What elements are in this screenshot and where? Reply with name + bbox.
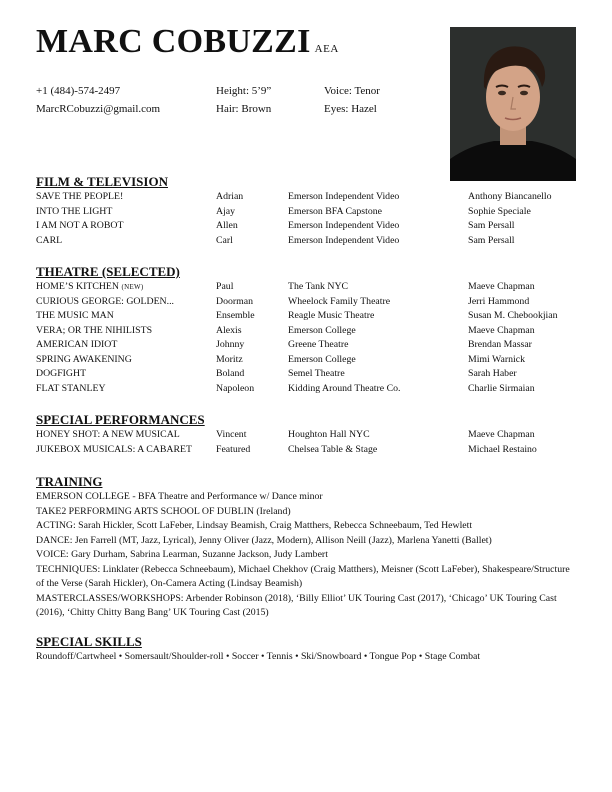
credit-role: Doorman	[216, 295, 254, 307]
credit-venue: Kidding Around Theatre Co.	[288, 382, 401, 394]
credit-role: Vincent	[216, 429, 247, 440]
credit-row	[36, 367, 576, 382]
credit-title: VERA; OR THE NIHILISTS	[36, 324, 153, 336]
credit-row	[36, 234, 576, 249]
credit-role: Carl	[216, 234, 233, 246]
credit-venue: Emerson Independent Video	[288, 234, 400, 246]
credit-title: CARL	[36, 234, 63, 246]
credit-venue: Greene Theatre	[288, 339, 349, 350]
training-line: MASTERCLASSES/WORKSHOPS: Arbender Robinson (2018), ‘Billy Elliot’ UK Touring Cast (2017), ‘Chicago’ UK Touring Cast (2016), ‘Chitty Chitty Bang Bang’ UK Touring Cast (2015)	[36, 592, 557, 618]
credit-row	[36, 205, 576, 220]
training-line: DANCE: Jen Farrell (MT, Jazz, Lyrical), Jenny Oliver (Jazz, Modern), Allison Neill (Jazz), Marlena Yanetti (Ballet)	[36, 534, 492, 546]
headshot-photo	[450, 27, 576, 181]
credit-row	[36, 295, 576, 310]
section-heading: SPECIAL PERFORMANCES	[36, 412, 205, 427]
physical-stats	[216, 82, 271, 118]
credit-director: Jerri Hammond	[468, 295, 530, 307]
section-heading: TRAINING	[36, 474, 103, 489]
credit-director: Brendan Massar	[468, 339, 532, 350]
theatre-section	[36, 264, 576, 396]
credit-director: Anthony Biancanello	[468, 191, 552, 202]
credit-director: Maeve Chapman	[468, 281, 535, 292]
credit-director: Mimi Warnick	[468, 353, 525, 365]
credit-row	[36, 443, 576, 458]
credit-venue: Houghton Hall NYC	[288, 429, 370, 440]
credit-title: THE MUSIC MAN	[36, 310, 114, 321]
credit-title: INTO THE LIGHT	[36, 205, 113, 217]
contact-info	[36, 82, 160, 118]
credit-row	[36, 353, 576, 368]
new-tag: (NEW)	[121, 283, 144, 291]
credit-venue: Emerson College	[288, 353, 356, 365]
credit-venue: Wheelock Family Theatre	[288, 295, 391, 307]
credit-title: FLAT STANLEY	[36, 382, 106, 394]
training-line: TECHNIQUES: Linklater (Rebecca Schneebaum), Michael Chekhov (Craig Matthers), Meisner (Scott LaFeber), Shakespeare/Structure of the Verse (Sarah Hickler), On-Camera Acting (Lindsay Beamish)	[36, 563, 570, 589]
credit-title: AMERICAN IDIOT	[36, 339, 118, 350]
credit-director: Michael Restaino	[468, 443, 537, 455]
credit-title: JUKEBOX MUSICALS: A CABARET	[36, 443, 192, 455]
credit-role: Ensemble	[216, 310, 255, 321]
union-label: AEA	[314, 43, 339, 55]
credit-row	[36, 309, 576, 324]
credit-role: Johnny	[216, 339, 245, 350]
credit-role: Ajay	[216, 205, 236, 217]
credit-role: Napoleon	[216, 382, 255, 394]
credit-venue: Reagle Music Theatre	[288, 310, 375, 321]
credit-venue: Chelsea Table & Stage	[288, 443, 378, 455]
credit-director: Sophie Speciale	[468, 205, 531, 217]
credit-role: Featured	[216, 443, 251, 455]
credit-director: Susan M. Chebookjian	[468, 310, 558, 321]
eyes-stat: Eyes: Hazel	[324, 103, 377, 115]
credit-row	[36, 280, 576, 295]
actor-name-text: MARC COBUZZI	[36, 23, 311, 60]
credit-role: Adrian	[216, 191, 244, 202]
credit-row	[36, 382, 576, 397]
training-section	[36, 474, 576, 621]
credit-role: Alexis	[216, 324, 242, 336]
credit-title: CURIOUS GEORGE: GOLDEN...	[36, 295, 174, 307]
credit-venue: Emerson Independent Video	[288, 220, 400, 231]
actor-name	[36, 22, 339, 69]
voice-stat: Voice: Tenor	[324, 85, 380, 97]
skills-list: Roundoff/Cartwheel • Somersault/Shoulder-roll • Soccer • Tennis • Ski/Snowboard • Tongue Pop • Stage Combat	[36, 651, 481, 662]
credit-title: SPRING AWAKENING	[36, 353, 132, 365]
credit-title: HONEY SHOT: A NEW MUSICAL	[36, 429, 180, 440]
credit-title: DOGFIGHT	[36, 368, 87, 379]
credit-venue: Emerson College	[288, 324, 356, 336]
credit-director: Maeve Chapman	[468, 429, 535, 440]
credit-role: Allen	[216, 220, 238, 231]
special-skills-section	[36, 634, 576, 665]
credit-role: Boland	[216, 368, 245, 379]
credit-venue: Semel Theatre	[288, 368, 345, 379]
training-line: EMERSON COLLEGE - BFA Theatre and Performance w/ Dance minor	[36, 491, 323, 502]
credit-director: Sarah Haber	[468, 368, 517, 379]
email-address: MarcRCobuzzi@gmail.com	[36, 103, 161, 115]
credit-director: Charlie Sirmaian	[468, 382, 535, 394]
training-line: VOICE: Gary Durham, Sabrina Learman, Suzanne Jackson, Judy Lambert	[36, 549, 328, 560]
section-heading: FILM & TELEVISION	[36, 174, 168, 189]
height-stat: Height: 5’9”	[216, 85, 272, 97]
credit-row	[36, 324, 576, 339]
credit-director: Sam Persall	[468, 220, 515, 231]
voice-eyes-stats	[324, 82, 380, 118]
credit-title-text: HOME’S KITCHEN	[36, 281, 119, 292]
section-heading: THEATRE (SELECTED)	[36, 264, 180, 279]
credit-row	[36, 190, 576, 205]
credit-row	[36, 219, 576, 234]
credit-title: SAVE THE PEOPLE!	[36, 191, 124, 202]
phone-number: +1 (484)-574-2497	[36, 85, 121, 97]
credit-venue: Emerson Independent Video	[288, 191, 400, 202]
credit-role: Paul	[216, 281, 234, 292]
training-line: TAKE2 PERFORMING ARTS SCHOOL OF DUBLIN (Ireland)	[36, 505, 291, 517]
credit-director: Maeve Chapman	[468, 324, 535, 336]
credit-venue: Emerson BFA Capstone	[288, 205, 382, 217]
credit-venue: The Tank NYC	[288, 281, 349, 292]
section-heading: SPECIAL SKILLS	[36, 634, 142, 649]
credit-row	[36, 338, 576, 353]
credit-role: Moritz	[216, 353, 243, 365]
credit-row	[36, 428, 576, 443]
credit-title	[36, 280, 144, 295]
hair-stat: Hair: Brown	[216, 103, 272, 115]
headshot-illustration	[450, 27, 576, 181]
credit-title: I AM NOT A ROBOT	[36, 220, 124, 231]
film-television-section	[36, 174, 576, 248]
credit-director: Sam Persall	[468, 234, 515, 246]
training-line: ACTING: Sarah Hickler, Scott LaFeber, Lindsay Beamish, Craig Matthers, Rebecca Schneebaum, Ted Hewlett	[36, 520, 473, 531]
special-performances-section	[36, 412, 576, 457]
